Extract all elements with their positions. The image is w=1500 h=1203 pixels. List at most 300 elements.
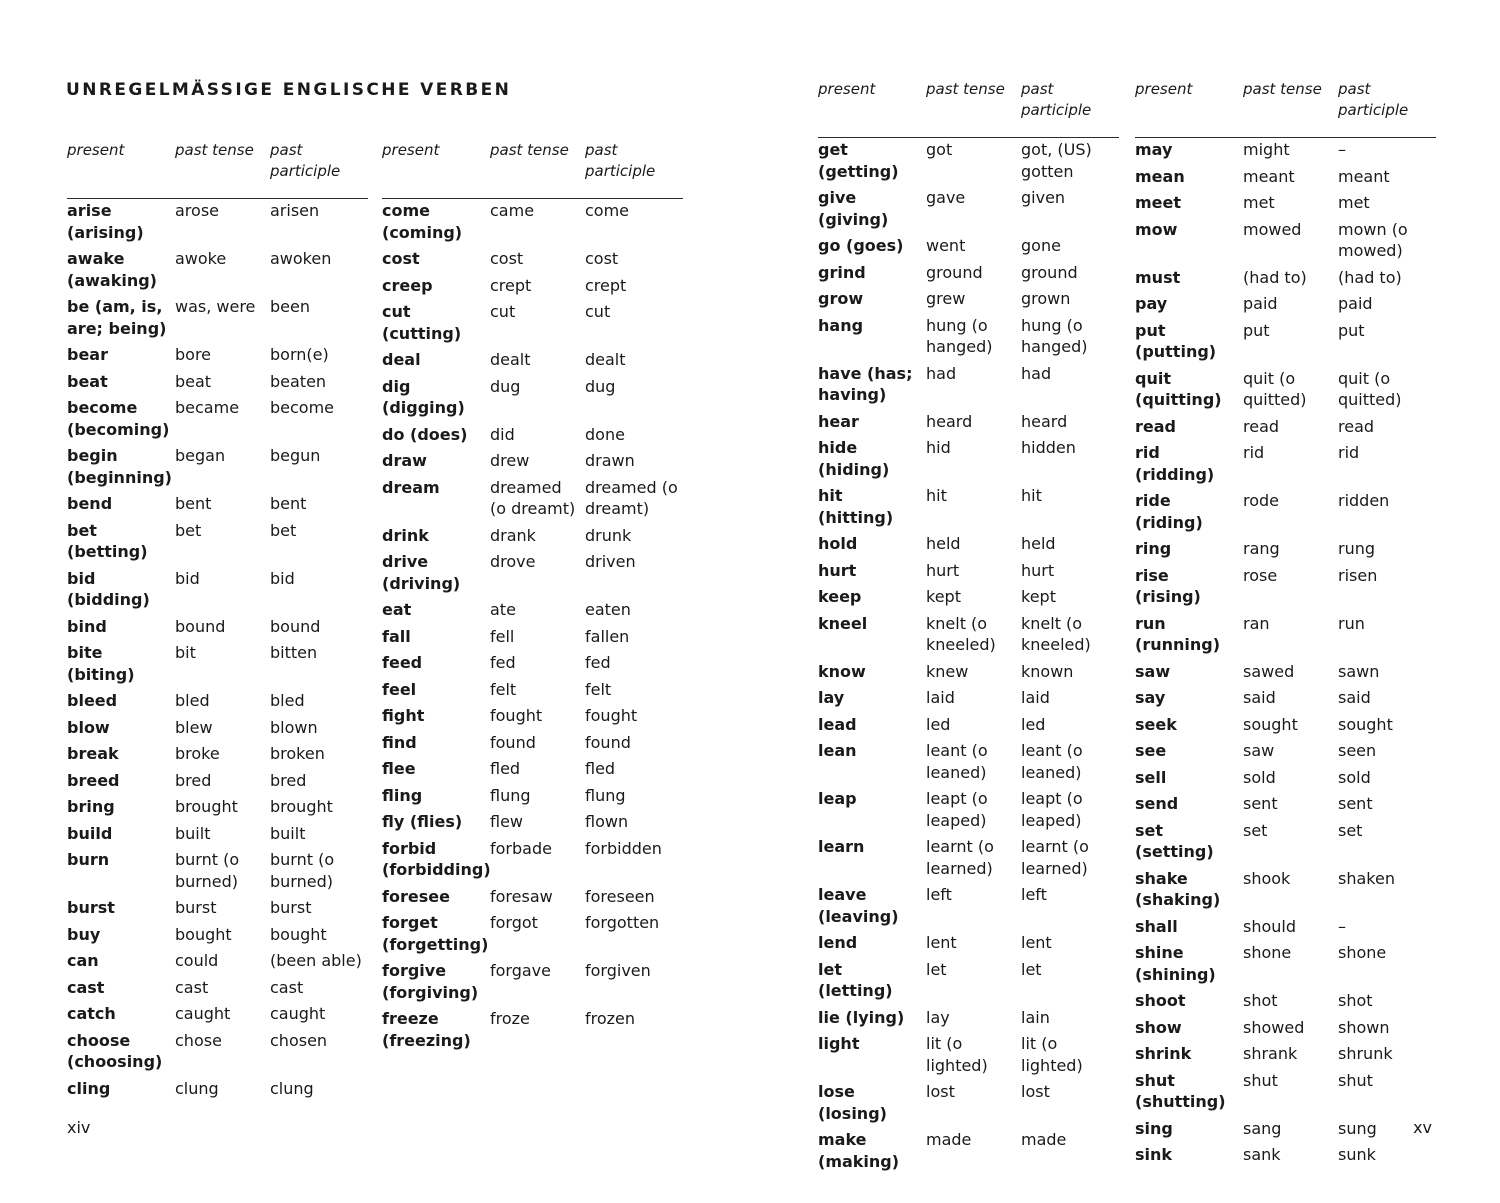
verb-past-participle: begun xyxy=(270,446,321,465)
verb-present: grind xyxy=(818,262,866,282)
verb-row xyxy=(818,235,1119,262)
verb-row xyxy=(382,626,683,653)
verb-row xyxy=(818,411,1119,438)
verb-past-participle: fallen xyxy=(585,626,630,646)
verb-past-tense: let xyxy=(926,959,947,979)
verb-past-tense: foresaw xyxy=(490,886,553,906)
header-past-participle-line2: participle xyxy=(1338,101,1409,119)
verb-present: hear xyxy=(818,411,859,431)
verb-past-tense: began xyxy=(175,446,226,465)
verb-past-participle: meant xyxy=(1338,166,1390,186)
verb-row xyxy=(818,661,1119,688)
verb-row xyxy=(67,616,368,643)
verb-past-participle: known xyxy=(1021,661,1074,681)
verb-present: have (has; having) xyxy=(818,363,913,404)
verb-row xyxy=(1135,293,1436,320)
verb-past-tense: built xyxy=(175,823,211,843)
verb-past-participle: rung xyxy=(1338,539,1376,558)
verb-row xyxy=(382,477,683,525)
verb-past-participle: (been able) xyxy=(270,951,362,970)
verb-past-tense: could xyxy=(175,951,219,970)
verb-past-tense: caught xyxy=(175,1004,231,1023)
verb-row xyxy=(67,924,368,951)
verb-past-participle: done xyxy=(585,424,625,444)
verb-present: show xyxy=(1135,1017,1182,1037)
verb-past-tense: bred xyxy=(175,770,212,790)
verb-row xyxy=(1135,793,1436,820)
verb-row xyxy=(818,1007,1119,1034)
verb-present: hide (hiding) xyxy=(818,438,890,479)
verb-row xyxy=(818,740,1119,788)
verb-row xyxy=(67,950,368,977)
verb-present: send xyxy=(1135,794,1179,813)
verb-row xyxy=(382,376,683,424)
page-number-left: xiv xyxy=(67,1118,91,1137)
verb-past-participle: bent xyxy=(270,494,307,513)
verb-row xyxy=(1135,613,1436,661)
verb-present: fly (flies) xyxy=(382,812,463,831)
verb-past-participle: felt xyxy=(585,679,612,699)
verb-past-participle: crept xyxy=(585,275,627,295)
verb-past-tense: lent xyxy=(926,933,957,952)
verb-row xyxy=(67,823,368,850)
verb-past-participle: chosen xyxy=(270,1030,328,1050)
verb-row xyxy=(818,560,1119,587)
verb-past-participle: bid xyxy=(270,568,295,588)
verb-row xyxy=(1135,714,1436,741)
verb-present: lose (losing) xyxy=(818,1082,887,1123)
verb-past-tense: froze xyxy=(490,1009,530,1028)
verb-past-participle: seen xyxy=(1338,741,1377,760)
verb-present: hurt xyxy=(818,560,857,580)
verb-past-tense: drew xyxy=(490,451,530,470)
verb-present: give (giving) xyxy=(818,188,889,229)
verb-row xyxy=(818,1081,1119,1129)
verb-row xyxy=(1135,1017,1436,1044)
verb-past-tense: broke xyxy=(175,744,220,763)
verb-present: feed xyxy=(382,653,423,672)
verb-present: meet xyxy=(1135,193,1182,212)
verb-present: arise (arising) xyxy=(67,201,144,242)
verb-present: shoot xyxy=(1135,991,1186,1010)
verb-past-participle: laid xyxy=(1021,688,1050,707)
verb-past-tense: blew xyxy=(175,717,213,737)
verb-past-tense: bore xyxy=(175,345,212,364)
verb-row xyxy=(382,200,683,248)
verb-past-tense: bled xyxy=(175,691,210,710)
column-header xyxy=(1135,79,1436,138)
verb-past-tense: burnt (o burned) xyxy=(175,850,240,891)
header-past-participle xyxy=(585,140,675,182)
verb-past-tense: held xyxy=(926,534,961,553)
verb-past-tense: was, were xyxy=(175,297,256,316)
verb-past-tense: rode xyxy=(1243,491,1280,510)
verb-past-participle: run xyxy=(1338,613,1365,633)
verb-past-tense: awoke xyxy=(175,249,227,268)
verb-present: beat xyxy=(67,371,108,391)
verb-column-4 xyxy=(1135,79,1436,1171)
verb-present: be (am, is, are; being) xyxy=(67,297,167,338)
verb-past-participle: had xyxy=(1021,363,1052,383)
verb-past-participle: shone xyxy=(1338,943,1387,962)
verb-present: draw xyxy=(382,451,427,470)
verb-past-tense: quit (o quitted) xyxy=(1243,368,1307,409)
verb-past-tense: forgave xyxy=(490,961,551,980)
verb-past-participle: cut xyxy=(585,302,611,321)
verb-past-tense: went xyxy=(926,236,966,255)
verb-row xyxy=(67,520,368,568)
verb-present: mow xyxy=(1135,219,1178,239)
verb-past-participle: led xyxy=(1021,714,1046,734)
verb-past-participle: sung xyxy=(1338,1118,1377,1138)
verb-row xyxy=(818,687,1119,714)
verb-row xyxy=(1135,416,1436,443)
verb-row xyxy=(67,642,368,690)
verb-row xyxy=(1135,565,1436,613)
verb-present: leave (leaving) xyxy=(818,885,899,926)
verb-row xyxy=(67,1078,368,1105)
verb-present: go (goes) xyxy=(818,236,904,255)
verb-past-tense: hid xyxy=(926,438,951,457)
verb-past-tense: ran xyxy=(1243,613,1270,633)
verb-past-tense: sang xyxy=(1243,1118,1282,1138)
verb-present: deal xyxy=(382,350,421,369)
verb-present: shall xyxy=(1135,916,1178,936)
verb-past-participle: put xyxy=(1338,320,1365,340)
verb-present: set (setting) xyxy=(1135,820,1214,861)
verb-past-participle: sent xyxy=(1338,794,1373,813)
verb-row xyxy=(1135,990,1436,1017)
verb-row xyxy=(1135,868,1436,916)
verb-present: keep xyxy=(818,587,862,606)
verb-row xyxy=(382,599,683,626)
verb-past-tense: might xyxy=(1243,140,1290,159)
verb-present: ring xyxy=(1135,539,1172,558)
verb-present: awake (awaking) xyxy=(67,249,157,290)
verb-past-tense: shone xyxy=(1243,943,1292,962)
verb-past-tense: burst xyxy=(175,898,217,917)
verb-past-participle: sawn xyxy=(1338,661,1380,681)
verb-past-participle: (had to) xyxy=(1338,267,1402,287)
verb-present: put (putting) xyxy=(1135,320,1217,361)
verb-past-participle: leant (o leaned) xyxy=(1021,741,1083,782)
verb-row xyxy=(67,371,368,398)
verb-row xyxy=(1135,490,1436,538)
header-present: present xyxy=(67,141,125,159)
verb-past-tense: dreamed (o dreamt) xyxy=(490,477,576,518)
header-past-participle-line1: past xyxy=(270,141,303,159)
verb-row xyxy=(1135,219,1436,267)
verb-past-participle: caught xyxy=(270,1004,326,1023)
verb-past-participle: lost xyxy=(1021,1082,1050,1101)
verb-present: become (becoming) xyxy=(67,398,170,439)
verb-row xyxy=(67,717,368,744)
verb-past-participle: – xyxy=(1338,140,1346,159)
verb-past-participle: hung (o hanged) xyxy=(1021,315,1088,356)
verb-past-tense: bet xyxy=(175,520,202,540)
verb-row xyxy=(818,437,1119,485)
verb-column-3 xyxy=(818,79,1119,1177)
verb-past-participle: sunk xyxy=(1338,1145,1376,1164)
verb-past-participle: grown xyxy=(1021,289,1071,308)
verb-past-tense: cast xyxy=(175,977,209,997)
verb-past-participle: dreamed (o dreamt) xyxy=(585,477,678,518)
verb-past-tense: shrank xyxy=(1243,1044,1298,1063)
verb-past-tense: shot xyxy=(1243,991,1278,1010)
verb-past-tense: dug xyxy=(490,376,521,396)
verb-row xyxy=(67,344,368,371)
verb-past-tense: rose xyxy=(1243,565,1278,585)
verb-past-tense: (had to) xyxy=(1243,267,1307,287)
verb-past-tense: knelt (o kneeled) xyxy=(926,613,996,654)
verb-present: kneel xyxy=(818,613,868,633)
verb-past-participle: become xyxy=(270,398,335,417)
header-past-participle-line1: past xyxy=(1338,80,1371,98)
verb-present: bend xyxy=(67,494,113,513)
verb-row xyxy=(818,1129,1119,1177)
verb-past-participle: dealt xyxy=(585,350,626,369)
verb-past-participle: bet xyxy=(270,520,297,540)
verb-past-tense: chose xyxy=(175,1030,222,1050)
verb-past-tense: cut xyxy=(490,302,516,321)
verb-row xyxy=(818,187,1119,235)
verb-past-tense: found xyxy=(490,732,536,752)
verb-past-tense: learnt (o learned) xyxy=(926,837,994,878)
verb-row xyxy=(382,525,683,552)
page-number-right: xv xyxy=(1413,1118,1432,1137)
verb-past-participle: given xyxy=(1021,188,1066,207)
verb-present: come (coming) xyxy=(382,201,463,242)
verb-past-tense: sold xyxy=(1243,767,1276,787)
verb-past-tense: kept xyxy=(926,587,961,606)
verb-past-participle: shut xyxy=(1338,1070,1373,1090)
verb-past-tense: brought xyxy=(175,797,238,816)
verb-present: breed xyxy=(67,770,120,790)
verb-past-participle: lain xyxy=(1021,1007,1050,1027)
verb-past-tense: shut xyxy=(1243,1070,1278,1090)
verb-present: sing xyxy=(1135,1118,1173,1138)
verb-present: bind xyxy=(67,616,107,636)
verb-row xyxy=(382,912,683,960)
verb-present: build xyxy=(67,823,113,843)
header-past-participle-line1: past xyxy=(1021,80,1054,98)
verb-present: light xyxy=(818,1034,860,1053)
verb-row xyxy=(1135,1043,1436,1070)
verb-past-tense: laid xyxy=(926,688,955,707)
verb-present: hang xyxy=(818,315,864,335)
verb-past-participle: fought xyxy=(585,706,638,725)
verb-row xyxy=(1135,267,1436,294)
verb-present: hit (hitting) xyxy=(818,486,894,527)
verb-past-participle: left xyxy=(1021,885,1047,904)
verb-present: bite (biting) xyxy=(67,643,135,684)
verb-past-participle: got, (US) gotten xyxy=(1021,140,1092,181)
header-past-participle-line1: past xyxy=(585,141,618,159)
verb-past-participle: born(e) xyxy=(270,345,329,364)
verb-past-participle: ground xyxy=(1021,262,1078,282)
verb-row xyxy=(382,679,683,706)
verb-past-tense: came xyxy=(490,201,535,220)
verb-row xyxy=(1135,139,1436,166)
verb-past-tense: sought xyxy=(1243,714,1298,734)
verb-past-participle: leapt (o leaped) xyxy=(1021,789,1083,830)
verb-past-participle: drunk xyxy=(585,525,632,545)
verb-past-participle: built xyxy=(270,823,306,843)
header-past-participle-line2: participle xyxy=(1021,101,1092,119)
header-present: present xyxy=(818,80,876,98)
header-present: present xyxy=(1135,80,1193,98)
verb-present: bear xyxy=(67,345,108,364)
verb-past-participle: met xyxy=(1338,193,1370,212)
header-past-tense: past tense xyxy=(175,141,254,159)
verb-row xyxy=(818,533,1119,560)
verb-past-tense: left xyxy=(926,885,952,904)
verb-row xyxy=(67,743,368,770)
verb-past-participle: bitten xyxy=(270,643,318,662)
verb-present: cut (cutting) xyxy=(382,302,462,343)
verb-present: seek xyxy=(1135,714,1177,734)
verb-present: cling xyxy=(67,1078,111,1098)
verb-past-tense: knew xyxy=(926,661,969,681)
verb-row xyxy=(67,493,368,520)
verb-past-participle: forgotten xyxy=(585,913,660,932)
verb-row xyxy=(382,551,683,599)
verb-row xyxy=(818,315,1119,363)
verb-past-tense: felt xyxy=(490,679,517,699)
verb-present: burn xyxy=(67,850,110,869)
verb-present: quit (quitting) xyxy=(1135,368,1222,409)
verb-past-participle: broken xyxy=(270,744,325,763)
verb-present: find xyxy=(382,732,417,752)
verb-present: bleed xyxy=(67,691,118,710)
verb-past-tense: bought xyxy=(175,924,232,944)
verb-row xyxy=(818,613,1119,661)
verb-row xyxy=(382,349,683,376)
verb-row xyxy=(67,849,368,897)
verb-past-participle: set xyxy=(1338,820,1363,840)
verb-present: bet (betting) xyxy=(67,520,148,561)
header-past-participle-line2: participle xyxy=(585,162,656,180)
verb-past-tense: had xyxy=(926,363,957,383)
verb-row xyxy=(1135,820,1436,868)
verb-present: mean xyxy=(1135,166,1185,186)
verb-past-tense: fell xyxy=(490,626,515,646)
verb-present: say xyxy=(1135,688,1166,707)
verb-row xyxy=(382,960,683,1008)
verb-past-tense: flew xyxy=(490,812,524,831)
verb-row xyxy=(818,1033,1119,1081)
verb-past-participle: learnt (o learned) xyxy=(1021,837,1089,878)
verb-past-participle: driven xyxy=(585,552,636,571)
verb-past-participle: bled xyxy=(270,691,305,710)
verb-past-participle: burst xyxy=(270,898,312,917)
verb-row xyxy=(818,959,1119,1007)
verb-present: forget (forgetting) xyxy=(382,913,489,954)
verb-past-participle: shaken xyxy=(1338,868,1395,888)
verb-past-participle: held xyxy=(1021,534,1056,553)
header-past-participle xyxy=(1338,79,1428,121)
verb-present: make (making) xyxy=(818,1130,900,1171)
verb-past-participle: gone xyxy=(1021,236,1061,255)
verb-past-tense: hung (o hanged) xyxy=(926,315,993,356)
verb-past-participle: forgiven xyxy=(585,961,651,980)
verb-past-tense: bit xyxy=(175,643,196,662)
verb-past-tense: set xyxy=(1243,820,1268,840)
verb-row xyxy=(818,363,1119,411)
verb-past-participle: dug xyxy=(585,376,616,396)
verb-past-participle: lent xyxy=(1021,933,1052,952)
verb-present: lean xyxy=(818,741,857,760)
verb-present: fall xyxy=(382,626,411,646)
verb-present: choose (choosing) xyxy=(67,1030,163,1071)
verb-past-tense: sank xyxy=(1243,1145,1281,1164)
verb-past-tense: should xyxy=(1243,916,1297,936)
verb-past-tense: sent xyxy=(1243,794,1278,813)
verb-row xyxy=(818,788,1119,836)
verb-past-tense: bent xyxy=(175,494,212,513)
verb-past-tense: became xyxy=(175,398,240,417)
verb-row xyxy=(1135,1144,1436,1171)
verb-row xyxy=(1135,1118,1436,1145)
verb-past-tense: did xyxy=(490,424,515,444)
verb-present: pay xyxy=(1135,294,1168,313)
verb-past-tense: fed xyxy=(490,653,516,672)
verb-past-tense: dealt xyxy=(490,350,531,369)
verb-past-tense: sawed xyxy=(1243,661,1295,681)
verb-row xyxy=(67,445,368,493)
verb-row xyxy=(1135,442,1436,490)
verb-row xyxy=(67,977,368,1004)
verb-present: blow xyxy=(67,717,110,737)
verb-present: learn xyxy=(818,837,865,856)
verb-present: shut (shutting) xyxy=(1135,1070,1226,1111)
verb-past-participle: bred xyxy=(270,770,307,790)
verb-row xyxy=(382,1008,683,1056)
verb-past-participle: come xyxy=(585,201,630,220)
verb-past-participle: brought xyxy=(270,797,333,816)
verb-past-participle: flung xyxy=(585,785,626,805)
verb-past-participle: heard xyxy=(1021,411,1068,431)
verb-past-tense: gave xyxy=(926,188,966,207)
verb-present: burst xyxy=(67,898,115,917)
verb-past-tense: bid xyxy=(175,568,200,588)
verb-past-tense: saw xyxy=(1243,741,1275,760)
verb-present: dig (digging) xyxy=(382,376,465,417)
verb-row xyxy=(818,932,1119,959)
verb-past-participle: drawn xyxy=(585,451,635,470)
header-present: present xyxy=(382,141,440,159)
verb-past-participle: made xyxy=(1021,1130,1067,1149)
verb-past-tense: got xyxy=(926,140,953,159)
verb-present: get (getting) xyxy=(818,140,899,181)
verb-row xyxy=(382,838,683,886)
verb-row xyxy=(818,485,1119,533)
verb-present: do (does) xyxy=(382,424,468,444)
verb-past-tense: drove xyxy=(490,552,536,571)
verb-present: rise (rising) xyxy=(1135,565,1201,606)
verb-row xyxy=(382,886,683,913)
verb-column-1 xyxy=(67,140,368,1104)
verb-present: hold xyxy=(818,534,858,553)
verb-row xyxy=(1135,740,1436,767)
verb-row xyxy=(382,450,683,477)
verb-past-tense: heard xyxy=(926,411,973,431)
verb-present: read xyxy=(1135,416,1176,436)
verb-row xyxy=(67,397,368,445)
verb-past-participle: arisen xyxy=(270,201,320,220)
verb-past-tense: led xyxy=(926,714,951,734)
verb-past-participle: lit (o lighted) xyxy=(1021,1034,1083,1075)
